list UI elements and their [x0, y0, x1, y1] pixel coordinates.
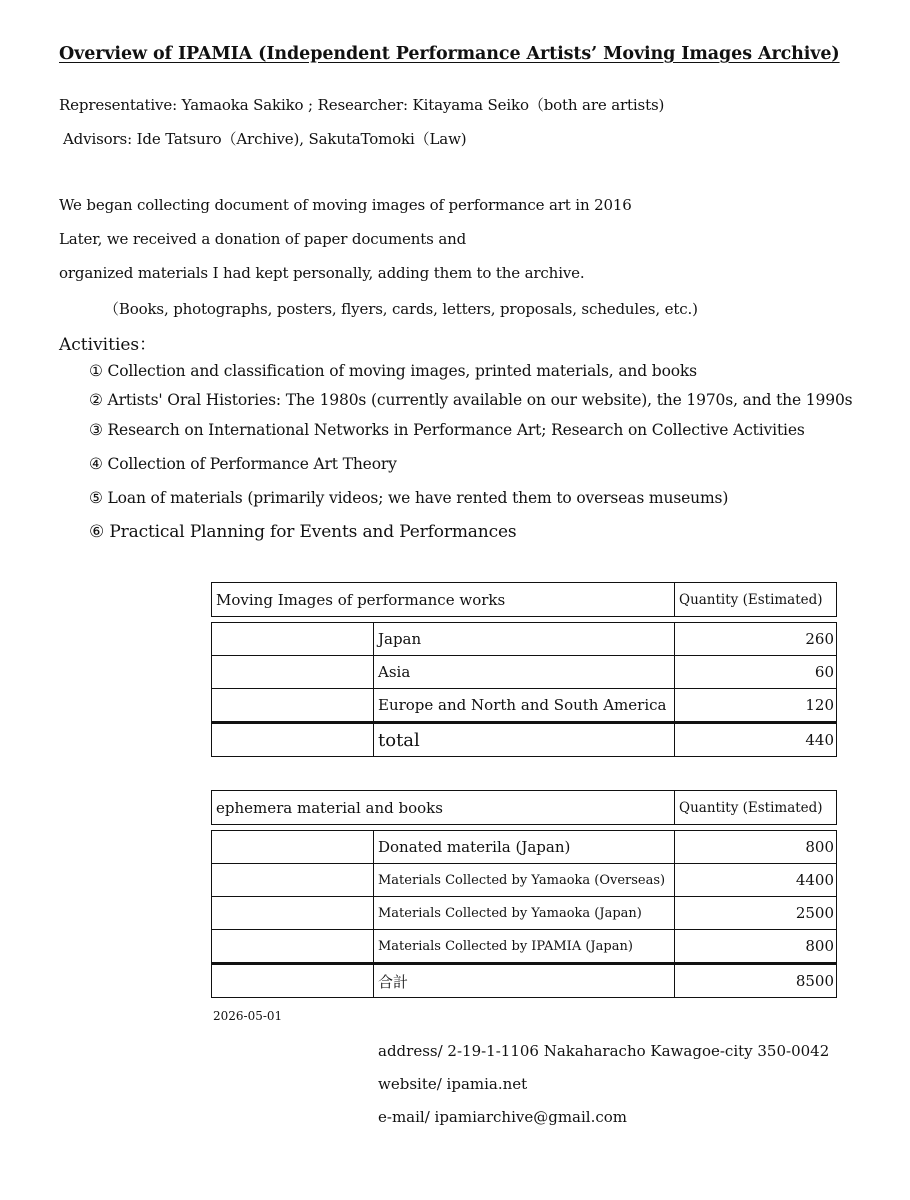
row-value: 800	[675, 930, 837, 964]
document-date: 2026-05-01	[213, 1009, 283, 1023]
ephemera-table	[211, 790, 837, 998]
table-row	[212, 831, 837, 864]
document-title: Overview of IPAMIA (Independent Performance Artists’ Moving Images Archive)	[59, 44, 840, 64]
quantity-header: Quantity (Estimated)	[675, 583, 837, 617]
table-header-row	[212, 791, 837, 825]
row-label: Asia	[374, 656, 675, 689]
activity-item: ③ Research on International Networks in Performance Art; Research on Collective Activities	[89, 421, 805, 439]
total-label: total	[374, 723, 675, 757]
row-label: Japan	[374, 623, 675, 656]
row-value: 260	[675, 623, 837, 656]
row-label: Materials Collected by Yamaoka (Overseas)	[374, 864, 675, 897]
email-line: e-mail/ ipamiarchive@gmail.com	[378, 1108, 628, 1126]
activity-item: ⑤ Loan of materials (primarily videos; we have rented them to overseas museums)	[89, 489, 729, 507]
total-value: 8500	[675, 964, 837, 998]
table-header-label: Moving Images of performance works	[212, 583, 675, 617]
table-header-label: ephemera material and books	[212, 791, 675, 825]
activity-item: ④ Collection of Performance Art Theory	[89, 455, 397, 473]
table-row	[212, 623, 837, 656]
representative-line: Representative: Yamaoka Sakiko ; Researcher: Kitayama Seiko（both are artists)	[59, 96, 665, 114]
activity-item: ② Artists' Oral Histories: The 1980s (currently available on our website), the 1970s, and the 1990s	[89, 391, 853, 409]
row-value: 800	[675, 831, 837, 864]
address-line: address/ 2-19-1-1106 Nakaharacho Kawagoe-city 350-0042	[378, 1042, 830, 1060]
table-row	[212, 656, 837, 689]
table-row	[212, 930, 837, 964]
row-value: 2500	[675, 897, 837, 930]
row-value: 60	[675, 656, 837, 689]
advisors-line: Advisors: Ide Tatsuro（Archive), SakutaTomoki（Law)	[63, 130, 467, 148]
row-label: Materials Collected by IPAMIA (Japan)	[374, 930, 675, 964]
table-header-row	[212, 583, 837, 617]
activities-heading: Activities：	[59, 335, 157, 355]
quantity-header: Quantity (Estimated)	[675, 791, 837, 825]
row-label: Donated materila (Japan)	[374, 831, 675, 864]
intro-line-1: We began collecting document of moving images of performance art in 2016	[59, 196, 632, 214]
intro-line-4: （Books, photographs, posters, flyers, cards, letters, proposals, schedules, etc.)	[104, 300, 698, 318]
moving-images-table	[211, 582, 837, 757]
activity-item: ⑥ Practical Planning for Events and Performances	[89, 522, 517, 542]
row-label: Europe and North and South America	[374, 689, 675, 723]
row-value: 4400	[675, 864, 837, 897]
activity-item: ① Collection and classification of moving images, printed materials, and books	[89, 362, 697, 380]
total-row	[212, 723, 837, 757]
table-row	[212, 864, 837, 897]
table-row	[212, 897, 837, 930]
table-row	[212, 689, 837, 723]
total-label: 合計	[374, 964, 675, 998]
row-label: Materials Collected by Yamaoka (Japan)	[374, 897, 675, 930]
intro-line-2: Later, we received a donation of paper documents and	[59, 230, 467, 248]
website-line: website/ ipamia.net	[378, 1075, 528, 1093]
row-value: 120	[675, 689, 837, 723]
total-row	[212, 964, 837, 998]
total-value: 440	[675, 723, 837, 757]
intro-line-3: organized materials I had kept personally, adding them to the archive.	[59, 264, 585, 282]
